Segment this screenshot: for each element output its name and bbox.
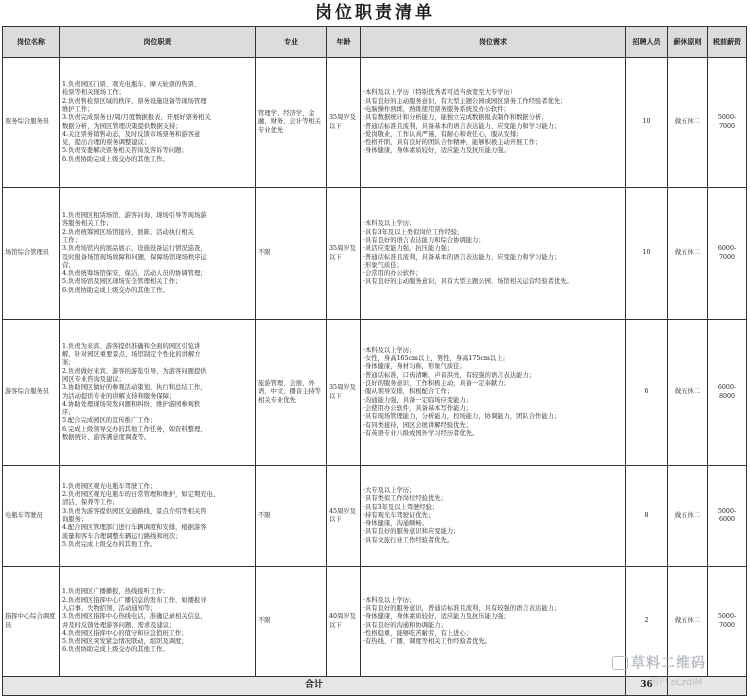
policy-cell: 做五休二 [668, 320, 708, 466]
duty-line: 案； [62, 359, 75, 367]
duty-line: 人启事、失物招领、活动通知等； [62, 604, 157, 612]
header-count: 招聘人员 [626, 27, 668, 58]
policy-cell: 做五休二 [668, 567, 708, 677]
total-count: 36 [626, 677, 668, 696]
duty-line: 序； [62, 409, 75, 417]
requirement-line: ·普通话标准且流利，具备基本的语言表达能力、应变能力和学习能力； [363, 253, 561, 261]
duty-line: 4.关注票务销售动态，及时反馈市场票务和游客意 [62, 130, 201, 138]
requirement-line: ·大专及以上学历； [363, 486, 416, 494]
duty-line: 1.负责园区租赁场馆、游客问询、现场引导等现场游 [62, 212, 207, 220]
salary-cell: 6000-7000 [708, 188, 747, 320]
duty-line: 维护工作； [62, 105, 94, 113]
duty-line: 6.负责协助完成上级交办的其他工作。 [62, 155, 169, 163]
duties-cell [60, 466, 256, 567]
duty-line: 及时报备场馆现场故障和问题，保障场馆现场秩序运 [62, 253, 207, 261]
duty-line: 2.负责园区观光电瓶车的日常管理和维护，如定期充电、 [62, 491, 220, 499]
requirement-line: ·具有良好的服务意识和应变能力； [363, 528, 460, 536]
requirement-line: ·形象气质佳； [363, 261, 403, 269]
duty-line: 3.负责为游客提供园区交通路线、景点介绍等相关咨 [62, 507, 207, 515]
duty-line: 4.协助处理现场突发问题和纠纷，维护游园参观秩 [62, 400, 201, 408]
requirement-line: ·良好的服务意识，工作积极主动，具备一定奉献力； [363, 380, 510, 388]
duty-line: 5.负责园区突发紧急情况联动，组织及调度； [62, 638, 188, 646]
requirement-line: ·服从领导安排，积极配合工作； [363, 388, 454, 396]
position-name: 票务综合服务员 [3, 58, 60, 188]
requirements-cell [361, 320, 626, 466]
watermark [612, 652, 742, 692]
requirement-line: ·普通话标准，口齿清晰，声音洪亮，有较强的语言表达能力； [363, 371, 536, 379]
duty-line: 2.负责售检票区域的秩序、票务设施设备等现场管理 [62, 97, 207, 105]
policy-cell: 做五休二 [668, 188, 708, 320]
duty-line: 3.负责完成票务日/周/月度数据报表，开展好票务相关 [62, 114, 211, 122]
requirement-line: ·具有数据统计和分析能力，能独立完成数据报表制作和数据分析； [363, 114, 548, 122]
duty-line: 数据统计、游客满意度调查等。 [62, 433, 151, 441]
duty-line: 6.负责协助完成上级交办的其他工作。 [62, 286, 169, 294]
requirement-line: ·具有良好的语言表达能力和综合协调能力； [363, 236, 485, 244]
header-salary: 税前薪资 [708, 27, 747, 58]
duty-line: 1.负责园区广播播报，热线接听工作； [62, 588, 169, 596]
duty-line: 1.负责为来宾、游客提供准确和全面的园区引览讲 [62, 342, 201, 350]
headcount-cell: 2 [626, 567, 668, 677]
duty-line: 3.负责园区指挥中心热线电话，准确记录相关信息， [62, 613, 207, 621]
duty-line: 5.负责完成上级交办的其他工作。 [62, 540, 157, 548]
major-cell: 旅游管理、会展、外语、中文、播音主持等相关专业优先 [256, 320, 327, 466]
header-policy: 薪休原则 [668, 27, 708, 58]
duty-line: 6.负责协助完成上级交办的其他工作。 [62, 646, 169, 654]
duty-line: 3.负责场馆内的展品展示、设施设备运行情况巡查， [62, 245, 207, 253]
requirement-line: ·女性，身高165cm以上，男性，身高175cm以上； [363, 355, 509, 363]
requirement-line: ·普通话标准且流利，具备基本的语言表达能力、应变能力和学习能力； [363, 122, 561, 130]
age-cell: 35周岁及以下 [327, 58, 361, 188]
position-name: 场馆综合管理员 [3, 188, 60, 320]
position-name: 电瓶车驾驶员 [3, 466, 60, 567]
duties-cell-list [62, 81, 253, 164]
policy-cell: 做五休二 [668, 466, 708, 567]
duty-line: 客服务相关工作； [62, 220, 113, 228]
table-row [3, 466, 747, 567]
duty-line: 解，针对园区重要景点、场馆制定个性化的讲解方 [62, 351, 201, 359]
requirements-cell-list [363, 220, 623, 286]
duties-cell-list [62, 343, 253, 443]
qr-logo-icon [612, 656, 628, 670]
duties-cell [60, 58, 256, 188]
duty-line: 流量和客车合理调整车辆运行路线和班次； [62, 532, 182, 540]
duty-line: 见，提出合理的票务调整建议； [62, 139, 151, 147]
headcount-cell: 10 [626, 188, 668, 320]
duty-line: 5.配合完成园区的宣传推广工作； [62, 417, 157, 425]
requirement-line: ·具有3年及以上类似岗位工作经验； [363, 228, 464, 236]
headcount-cell: 10 [626, 58, 668, 188]
major-cell: 不限 [256, 567, 327, 677]
duties-cell-list [62, 212, 253, 295]
header-duties: 岗位职责 [60, 27, 256, 58]
requirement-line: ·具有3年及以上驾驶经验； [363, 503, 439, 511]
table-row [3, 188, 747, 320]
duty-line: 为活动提供专业的讲解支持和服务保障； [62, 392, 176, 400]
headcount-cell: 8 [626, 466, 668, 567]
duty-line: 园区专业咨询及建议； [62, 375, 125, 383]
requirement-line: ·身体健康，身体素质较好，适应能力及抗压能力强； [363, 613, 510, 621]
duties-cell-list [62, 483, 253, 549]
requirement-line: ·具有文旅行业工作经验者优先。 [363, 536, 454, 544]
requirement-line: ·本科及以上学历； [363, 220, 416, 228]
age-cell: 35周岁及以下 [327, 188, 361, 320]
duty-line: 工作； [62, 236, 81, 244]
salary-cell: 5000-7000 [708, 58, 747, 188]
table-header-row [3, 27, 747, 58]
salary-cell: 6000-8000 [708, 320, 747, 466]
duty-line: 1.负责园区门票、观光电瓶车、摩天轮票的售票、 [62, 81, 201, 89]
duty-line: 清洁、保养等工作； [62, 499, 119, 507]
duties-cell [60, 188, 256, 320]
requirement-line: ·身体健康，身体素质较好，适应能力及抗压能力强。 [363, 147, 510, 155]
requirement-line: ·具有类似工作岗位经验优先； [363, 495, 447, 503]
requirements-cell-list [363, 597, 623, 647]
job-duty-table [2, 26, 747, 696]
position-name: 游客综合服务员 [3, 320, 60, 466]
watermark-brand: 草料二维码 [631, 655, 706, 672]
requirement-line: ·性格开朗，具有良好的团队合作精神，能够积极主动开展工作； [363, 139, 542, 147]
table-row [3, 58, 747, 188]
header-age: 年龄 [327, 27, 361, 58]
position-name: 指挥中心综合调度员 [3, 567, 60, 677]
requirements-cell-list [363, 347, 623, 438]
major-cell: 不限 [256, 466, 327, 567]
duty-line: 4.负责园区指挥中心的值守和应急值班工作； [62, 629, 188, 637]
requirement-line: ·持有观光车驾驶证优先； [363, 511, 435, 519]
requirement-line: ·本科及以上学历； [363, 346, 416, 354]
duties-cell [60, 320, 256, 466]
age-cell: 40周岁及以下 [327, 567, 361, 677]
requirement-line: ·有同类接待，园区会展讲解经验优先； [363, 421, 473, 429]
requirement-line: ·具有良好的沟通和协调能力； [363, 621, 447, 629]
requirement-line: ·具有良好的主动服务意识，具有大型主题公园、场馆相关运营经验者优先。 [363, 278, 573, 286]
duty-line: 5.负责场馆及园区现场安全管理相关工作； [62, 278, 182, 286]
requirement-line: ·沟通能力强，具备一定临场应变能力； [363, 396, 473, 404]
requirement-line: ·本科及以上学历（特别优秀者可适当放宽至大专学历） [363, 89, 517, 97]
requirement-line: ·具有现场管理能力，分析能力，控场能力，协调能力，团队合作能力； [363, 413, 561, 421]
duty-line: 2.负责园区指挥中心广播信息的发布工作，如播报寻 [62, 596, 207, 604]
requirement-line: ·会使用办公软件，具备基本写作能力； [363, 404, 473, 412]
requirement-line: ·灵活应变能力强，抗压能力强； [363, 245, 454, 253]
header-major: 专业 [256, 27, 327, 58]
major-cell: 不限 [256, 188, 327, 320]
duty-line: 6.完成上级领导交办的其他工作任务，如资料整理、 [62, 425, 207, 433]
major-cell: 管理学、经济学、金融、财务、会计等相关专业优先 [256, 58, 327, 188]
duty-line: 2.负责做好来宾、游客的游览引导，为游客问题提供 [62, 367, 207, 375]
headcount-cell: 6 [626, 320, 668, 466]
duty-line: 检票等相关现场工作； [62, 89, 125, 97]
table-row [3, 320, 747, 466]
duty-line: 2.负责统筹园区场馆接待、展陈、活动执行相关 [62, 228, 194, 236]
requirements-cell [361, 567, 626, 677]
duty-line: 数据分析，为园区管理决策提供数据支持； [62, 122, 182, 130]
duty-line: 4.配合园区管理部门进行车辆调度和安排，根据游客 [62, 524, 207, 532]
requirements-cell-list [363, 487, 623, 545]
requirement-line: ·具有良好的主动服务意识，有大型主题公园或园区票务工作经验者优先； [363, 97, 567, 105]
requirement-line: ·本科及以上学历； [363, 596, 416, 604]
header-position: 岗位名称 [3, 27, 60, 58]
duties-cell-list [62, 588, 253, 654]
header-requirements: 岗位需求 [361, 27, 626, 58]
age-cell: 35周岁及以下 [327, 320, 361, 466]
duties-cell [60, 567, 256, 677]
requirement-line: ·具有良好的服务意识，普通话标准且流利，具有较强的语言表达能力； [363, 604, 561, 612]
requirement-line: ·有热线、广播、调度等相关工作经验者优先。 [363, 638, 491, 646]
page-title: 岗位职责清单 [315, 3, 435, 23]
duty-line: 并及时反馈处理游客问题、需求及建议； [62, 621, 176, 629]
requirement-line: ·爱岗敬业，工作认真严谨，有耐心和责任心，服从安排； [363, 130, 523, 138]
requirement-line: ·身体健康，身材匀称，形象气质佳； [363, 363, 466, 371]
requirement-line: ·性格稳重，能够吃苦耐劳，有上进心； [363, 629, 473, 637]
requirements-cell [361, 188, 626, 320]
requirements-cell-list [363, 89, 623, 155]
duty-line: 5.负责安委解决票务相关咨询及客诉等问题； [62, 147, 188, 155]
duty-line: 3.协助园区做好的参观活动策划、执行和总结工作， [62, 384, 207, 392]
requirement-line: ·有英语专业八级或国外学习经历者优先。 [363, 429, 479, 437]
duty-line: 1.负责园区观光电瓶车驾驶工作； [62, 482, 157, 490]
policy-cell: 做五休二 [668, 58, 708, 188]
duty-line: 营； [62, 261, 75, 269]
watermark-user: 用户 oLzdIM [650, 677, 703, 688]
duty-line: 4.负责统筹场馆保安、保洁、活动人员的协调管理； [62, 270, 207, 278]
age-cell: 45周岁及以下 [327, 466, 361, 567]
requirement-line: ·身体健康，沟通顺畅； [363, 520, 428, 528]
duty-line: 询服务； [62, 516, 88, 523]
total-label: 合计 [3, 677, 626, 696]
salary-cell: 5000-6000 [708, 466, 747, 567]
requirements-cell [361, 466, 626, 567]
requirement-line: ·会常用的办公软件； [363, 270, 422, 278]
requirements-cell [361, 58, 626, 188]
requirement-line: ·电脑操作熟练，熟练使用票务服务系统及办公软件； [363, 105, 510, 113]
salary-cell: 5000-7000 [708, 567, 747, 677]
